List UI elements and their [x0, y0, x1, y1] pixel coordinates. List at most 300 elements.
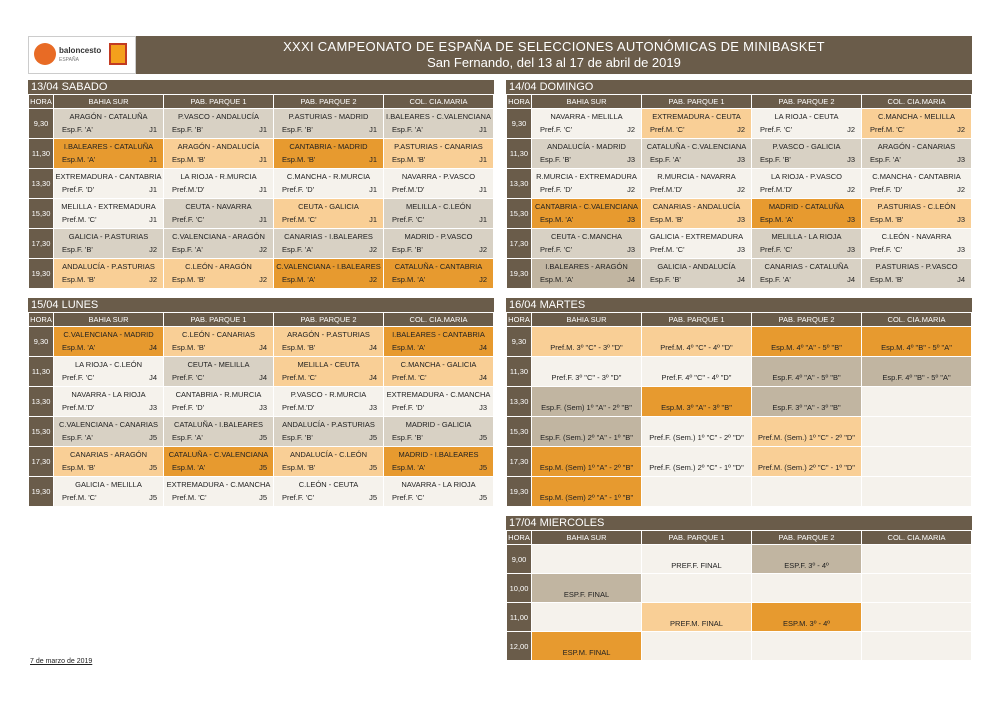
schedule-row	[507, 199, 971, 228]
match-cell	[642, 357, 751, 386]
match-info	[164, 399, 273, 412]
schedule-table	[506, 530, 972, 661]
match-round: J1	[479, 185, 487, 194]
match-cell	[164, 109, 273, 138]
time-cell: 15,30	[29, 199, 53, 228]
header-row	[507, 95, 971, 108]
match-info	[862, 151, 971, 164]
column-header: HORA	[508, 533, 530, 542]
match-cell	[862, 632, 971, 660]
match	[384, 387, 493, 416]
match-label	[532, 553, 641, 565]
match-info	[752, 151, 861, 164]
schedule-row	[507, 574, 971, 602]
match-category: Pref.M.'D'	[172, 185, 205, 194]
match	[164, 109, 273, 138]
match	[384, 357, 493, 386]
match	[164, 139, 273, 168]
match-info	[54, 489, 163, 502]
match-round: J1	[479, 155, 487, 164]
match-info	[54, 429, 163, 442]
match-cell	[54, 447, 163, 476]
match-teams: CATALUÑA - I.BALEARES	[174, 420, 263, 429]
match-cell	[532, 109, 641, 138]
match-teams: MELILLA - LA RIOJA	[771, 232, 842, 241]
match	[164, 259, 273, 288]
match-teams: C.LEÓN - ARAGÓN	[185, 262, 252, 271]
match-category: Esp.M. 'A'	[760, 215, 794, 224]
schedule-row	[29, 109, 493, 138]
match-category: Pref.M. 'C'	[650, 245, 685, 254]
match	[532, 139, 641, 168]
day-title: 14/04 DOMINGO	[506, 80, 972, 94]
match-cell	[862, 327, 971, 356]
match-teams: CANTABRIA - MADRID	[289, 142, 368, 151]
match-round: J2	[479, 275, 487, 284]
match-teams: CATALUÑA - C.VALENCIANA	[168, 450, 269, 459]
match-round: J2	[847, 125, 855, 134]
time-cell: 9,30	[507, 109, 531, 138]
match-cell	[532, 139, 641, 168]
match-category: Esp.M. 'B'	[282, 155, 316, 164]
match-cell	[164, 199, 273, 228]
match-label: Esp.M. (Sem) 1º "A" - 2º "B"	[539, 463, 634, 472]
match-category: Esp.F. 'B'	[392, 433, 423, 442]
document-date: 7 de marzo de 2019	[30, 658, 93, 665]
match-category: Pref.M. 'C'	[650, 125, 685, 134]
match-cell	[862, 229, 971, 258]
day-title: 15/04 LUNES	[28, 298, 494, 312]
match-category: Esp.F. 'A'	[172, 433, 203, 442]
match	[384, 447, 493, 476]
match-label: Pref.M. 3º "C" - 3º "D"	[550, 343, 623, 352]
match	[274, 417, 383, 446]
match-cell	[164, 477, 273, 506]
match-cell	[54, 477, 163, 506]
match-info	[164, 489, 273, 502]
match-cell	[642, 417, 751, 446]
match-category: Pref.M. 'C'	[62, 493, 97, 502]
match-cell	[384, 387, 493, 416]
match-info	[384, 241, 493, 254]
match-round: J4	[957, 275, 965, 284]
match-round: J5	[369, 463, 377, 472]
time-cell: 10,00	[507, 574, 531, 602]
match-category: Esp.M. 'A'	[62, 343, 96, 352]
match-info	[54, 151, 163, 164]
schedule-row	[29, 477, 493, 506]
match-round: J3	[479, 403, 487, 412]
match-cell	[274, 229, 383, 258]
match-round: J1	[259, 215, 267, 224]
match-label: ESP.M. FINAL	[562, 647, 611, 657]
match-cell	[862, 109, 971, 138]
match-info	[384, 459, 493, 472]
match-category: Esp.F. 'A'	[282, 245, 313, 254]
match-round: J1	[369, 125, 377, 134]
match-category: Esp.F. 'A'	[760, 275, 791, 284]
match-category: Pref.F. 'C'	[62, 373, 95, 382]
match-round: J4	[627, 275, 635, 284]
match-category: Pref.M.'D'	[392, 185, 425, 194]
match-round: J1	[149, 155, 157, 164]
match-category: Pref.F. 'D'	[172, 403, 205, 412]
match-cell	[164, 229, 273, 258]
match-teams: EXTREMADURA - CANTABRIA	[55, 172, 162, 181]
match-cell	[54, 109, 163, 138]
match	[274, 387, 383, 416]
match-teams: GALICIA - P.ASTURIAS	[68, 232, 149, 241]
match	[384, 327, 493, 356]
match-teams: CANTABRIA - R.MURCIA	[175, 390, 262, 399]
match-round: J2	[957, 125, 965, 134]
match	[274, 199, 383, 228]
match-cell	[642, 169, 751, 198]
time-cell: 13,30	[507, 387, 531, 416]
match-category: Esp.F. 'B'	[282, 433, 313, 442]
match-teams: CEUTA - NAVARRA	[185, 202, 252, 211]
match-round: J3	[737, 155, 745, 164]
match	[164, 417, 273, 446]
match	[532, 259, 641, 288]
match-cell	[164, 417, 273, 446]
match	[752, 139, 861, 168]
time-cell: 11,00	[507, 603, 531, 631]
time-cell: 17,30	[507, 447, 531, 476]
match-info	[164, 271, 273, 284]
match-teams: ANDALUCÍA - C.LEÓN	[289, 450, 368, 459]
match-cell	[274, 199, 383, 228]
match-info	[384, 339, 493, 352]
match	[642, 229, 751, 258]
match-teams: P.ASTURIAS - MADRID	[288, 112, 369, 121]
column-header: PAB. PARQUE 1	[642, 95, 751, 108]
match-info	[384, 369, 493, 382]
match-cell	[862, 574, 971, 602]
match-category: Pref.F. 'D'	[870, 185, 903, 194]
match-cell	[164, 139, 273, 168]
match-info	[384, 151, 493, 164]
match	[274, 139, 383, 168]
day-panel-14-04	[506, 80, 972, 289]
column-header: BAHIA SUR	[532, 95, 641, 108]
match-cell	[752, 139, 861, 168]
match	[862, 259, 971, 288]
match-cell	[274, 169, 383, 198]
schedule-row	[29, 417, 493, 446]
match	[164, 327, 273, 356]
column-header: PAB. PARQUE 1	[642, 531, 751, 544]
schedule-row	[29, 447, 493, 476]
schedule-row	[507, 603, 971, 631]
match-cell	[54, 357, 163, 386]
match-category: Esp.M. 'A'	[392, 275, 426, 284]
match	[752, 259, 861, 288]
match-round: J2	[479, 245, 487, 254]
column-header: PAB. PARQUE 1	[642, 313, 751, 326]
match-round: J4	[149, 343, 157, 352]
match-teams: C.MANCHA - GALICIA	[400, 360, 477, 369]
match-category: Esp.M. 'A'	[540, 215, 574, 224]
match-round: J3	[957, 215, 965, 224]
match-teams: R.MURCIA - EXTREMADURA	[536, 172, 637, 181]
match-cell	[862, 447, 971, 476]
match-round: J5	[479, 463, 487, 472]
match-teams: MADRID - GALICIA	[405, 420, 472, 429]
column-header: BAHIA SUR	[54, 95, 163, 108]
match-cell	[274, 387, 383, 416]
match-cell	[752, 447, 861, 476]
match	[274, 447, 383, 476]
match-cell	[752, 357, 861, 386]
match-label	[752, 582, 861, 594]
match-round: J3	[149, 403, 157, 412]
match-category: Esp.M. 'A'	[282, 275, 316, 284]
time-cell: 19,30	[29, 259, 53, 288]
match-category: Pref.M. 'C'	[172, 493, 207, 502]
match-round: J4	[259, 343, 267, 352]
match-category: Pref.M. 'C'	[392, 373, 427, 382]
match-cell	[862, 199, 971, 228]
match-info	[532, 271, 641, 284]
match-cell	[532, 603, 641, 631]
match-category: Pref.F. 'C'	[870, 245, 903, 254]
match-round: J1	[479, 215, 487, 224]
schedule-row	[29, 259, 493, 288]
match-cell	[164, 387, 273, 416]
match-teams: MELILLA - EXTREMADURA	[61, 202, 156, 211]
match-info	[54, 369, 163, 382]
match-round: J3	[627, 245, 635, 254]
time-cell: 11,30	[507, 357, 531, 386]
match-round: J2	[737, 125, 745, 134]
match	[54, 199, 163, 228]
match	[274, 169, 383, 198]
match-teams: ANDALUCÍA - MADRID	[547, 142, 626, 151]
match-category: Esp.M. 'A'	[392, 463, 426, 472]
match-info	[54, 211, 163, 224]
match-teams: MADRID - I.BALEARES	[398, 450, 479, 459]
schedule-table	[28, 94, 494, 289]
match-info	[384, 181, 493, 194]
match-info	[164, 429, 273, 442]
schedule-row	[507, 632, 971, 660]
match-label: Pref.M. (Sem.) 1º "C" - 2º "D"	[758, 433, 855, 442]
match	[274, 109, 383, 138]
match-round: J2	[627, 185, 635, 194]
match-cell	[164, 447, 273, 476]
match	[54, 447, 163, 476]
match-teams: ANDALUCÍA - P.ASTURIAS	[62, 262, 155, 271]
match-teams: GALICIA - MELILLA	[75, 480, 142, 489]
match	[752, 169, 861, 198]
match-cell	[54, 139, 163, 168]
match	[54, 477, 163, 506]
match-teams: NAVARRA - P.VASCO	[401, 172, 476, 181]
match-round: J3	[847, 155, 855, 164]
time-cell: 12,00	[507, 632, 531, 660]
match-label: Esp.F. 3º "A" - 3º "B"	[772, 403, 841, 412]
match-info	[642, 181, 751, 194]
match-info	[164, 121, 273, 134]
match-info	[54, 339, 163, 352]
match-label	[862, 396, 971, 408]
match-info	[862, 121, 971, 134]
match-teams: LA RIOJA - P.VASCO	[770, 172, 842, 181]
match	[532, 229, 641, 258]
match-label: Esp.M. 4º "A" - 5º "B"	[771, 343, 842, 352]
match	[54, 357, 163, 386]
time-cell: 15,30	[507, 417, 531, 446]
match-label	[862, 456, 971, 468]
match-teams: P.ASTURIAS - P.VASCO	[875, 262, 958, 271]
time-cell: 11,30	[29, 357, 53, 386]
match-round: J4	[149, 373, 157, 382]
match-round: J2	[369, 245, 377, 254]
schedule-row	[507, 259, 971, 288]
match	[532, 169, 641, 198]
match-cell	[54, 417, 163, 446]
match-label	[642, 582, 751, 594]
day-panel-17-04	[506, 516, 972, 661]
match-category: Esp.M. 'A'	[540, 275, 574, 284]
match-cell	[862, 417, 971, 446]
match-category: Esp.M. 'B'	[62, 463, 96, 472]
column-header: COL. CIA.MARIA	[862, 531, 971, 544]
match-cell	[752, 259, 861, 288]
match	[164, 477, 273, 506]
match-cell	[274, 357, 383, 386]
match	[274, 327, 383, 356]
match-info	[274, 429, 383, 442]
match-category: Pref.M. 'C'	[870, 125, 905, 134]
match	[274, 229, 383, 258]
match-round: J2	[259, 245, 267, 254]
schedule-row	[507, 545, 971, 573]
time-cell: 9,30	[29, 109, 53, 138]
match	[54, 259, 163, 288]
column-header: HORA	[508, 315, 530, 324]
time-cell: 9,30	[507, 327, 531, 356]
match-label	[642, 640, 751, 652]
match-round: J3	[957, 155, 965, 164]
match-category: Pref.F. 'C'	[760, 125, 793, 134]
basketball-icon	[34, 43, 56, 65]
match-info	[54, 121, 163, 134]
match-cell	[752, 109, 861, 138]
match-teams: CEUTA - MELILLA	[187, 360, 250, 369]
match-info	[532, 211, 641, 224]
match-round: J4	[737, 275, 745, 284]
match-cell	[54, 229, 163, 258]
match-cell	[642, 574, 751, 602]
match-cell	[532, 545, 641, 573]
match-category: Esp.F. 'A'	[172, 245, 203, 254]
match-label: PREF.M. FINAL	[670, 618, 723, 628]
match-teams: R.MURCIA - NAVARRA	[657, 172, 736, 181]
match-label	[862, 553, 971, 565]
match-label: Pref.F. (Sem.) 1º "C" - 2º "D"	[649, 433, 744, 442]
match-category: Esp.F. 'A'	[62, 433, 93, 442]
match-info	[164, 241, 273, 254]
match-cell	[862, 603, 971, 631]
schedule-row	[29, 327, 493, 356]
logo-sub: ESPAÑA	[59, 57, 79, 63]
match-teams: CANARIAS - ANDALUCÍA	[652, 202, 741, 211]
match-cell	[274, 139, 383, 168]
column-header: COL. CIA.MARIA	[862, 95, 971, 108]
time-cell: 13,30	[507, 169, 531, 198]
column-header: BAHIA SUR	[532, 531, 641, 544]
time-cell: 11,30	[29, 139, 53, 168]
match-info	[642, 121, 751, 134]
match-cell	[384, 417, 493, 446]
match-cell	[532, 632, 641, 660]
match-teams: I.BALEARES - ARAGÓN	[545, 262, 628, 271]
match	[384, 417, 493, 446]
match-cell	[532, 477, 641, 506]
match-round: J2	[259, 275, 267, 284]
match-teams: C.LEÓN - CANARIAS	[182, 330, 255, 339]
match-info	[164, 339, 273, 352]
match-info	[274, 211, 383, 224]
match-info	[274, 369, 383, 382]
federation-logo	[28, 36, 136, 74]
match-cell	[384, 169, 493, 198]
match-cell	[384, 229, 493, 258]
match-teams: EXTREMADURA - C.MANCHA	[166, 480, 271, 489]
match-cell	[642, 447, 751, 476]
match-category: Esp.F. 'B'	[760, 155, 791, 164]
time-cell: 19,30	[29, 477, 53, 506]
day-title: 17/04 MIERCOLES	[506, 516, 972, 530]
match-teams: C.VALENCIANA - ARAGÓN	[172, 232, 265, 241]
match-teams: C.VALENCIANA - MADRID	[63, 330, 154, 339]
match-round: J1	[149, 185, 157, 194]
match	[752, 109, 861, 138]
match-cell	[274, 477, 383, 506]
match	[384, 229, 493, 258]
match	[54, 169, 163, 198]
match-category: Esp.F. 'B'	[392, 245, 423, 254]
match-label: PREF.F. FINAL	[671, 560, 722, 570]
match-cell	[642, 259, 751, 288]
column-header: PAB. PARQUE 1	[164, 95, 273, 108]
column-header: PAB. PARQUE 1	[164, 313, 273, 326]
match	[274, 259, 383, 288]
match-cell	[862, 357, 971, 386]
match-label: Esp.M. 3º "A" - 3º "B"	[661, 403, 732, 412]
match-category: Pref.F. 'D'	[62, 185, 95, 194]
match-info	[164, 151, 273, 164]
day-panel-15-04	[28, 298, 494, 507]
match-label	[532, 611, 641, 623]
match-round: J4	[479, 343, 487, 352]
match-info	[642, 271, 751, 284]
match-teams: P.VASCO - GALICIA	[772, 142, 841, 151]
column-header: COL. CIA.MARIA	[862, 313, 971, 326]
match-label: Pref.M. (Sem.) 2º "C" - 1º "D"	[758, 463, 855, 472]
match-category: Pref.F. 'C'	[172, 215, 205, 224]
match-round: J5	[479, 433, 487, 442]
match-cell	[642, 139, 751, 168]
match-label: Esp.M. 4º "B" - 5º "A"	[881, 343, 952, 352]
match	[752, 199, 861, 228]
match-teams: P.VASCO - ANDALUCÍA	[178, 112, 259, 121]
match-info	[532, 121, 641, 134]
column-header: HORA	[508, 97, 530, 106]
match-label: Esp.F. (Sem.) 2º "A" - 1º "B"	[540, 433, 633, 442]
